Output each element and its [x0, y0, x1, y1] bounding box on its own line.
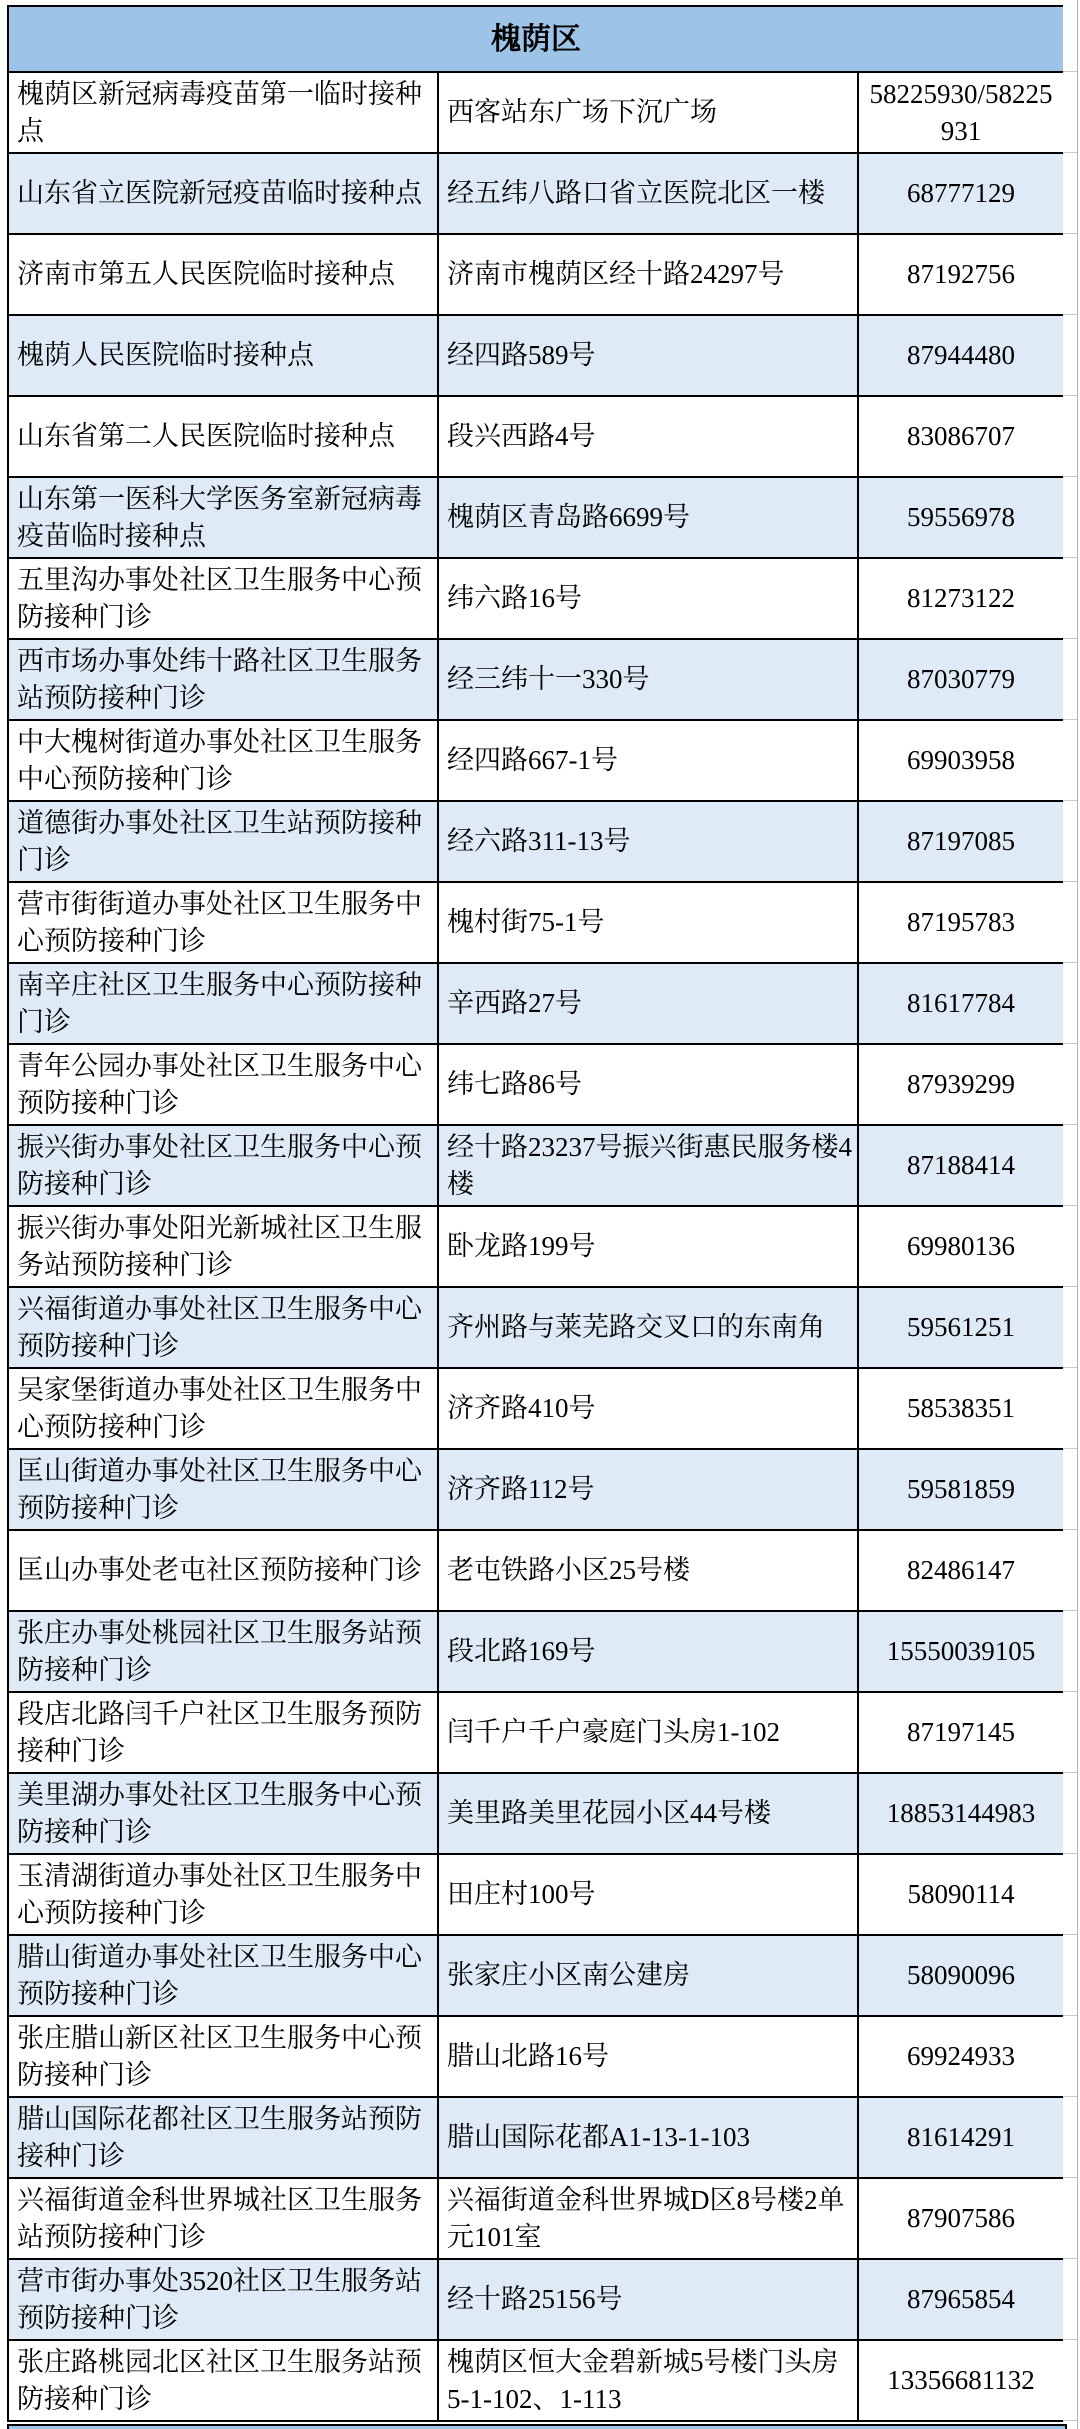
table-row [8, 315, 1064, 396]
site-name-cell: 腊山街道办事处社区卫生服务中心预防接种门诊 [8, 1935, 438, 2016]
site-name-cell: 兴福街道办事处社区卫生服务中心预防接种门诊 [8, 1287, 438, 1368]
address-cell: 田庄村100号 [438, 1854, 858, 1935]
phone-cell: 87197085 [858, 801, 1064, 882]
site-name-cell: 段店北路闫千户社区卫生服务预防接种门诊 [8, 1692, 438, 1773]
address-cell: 张家庄小区南公建房 [438, 1935, 858, 2016]
gutter-gridline [1063, 557, 1077, 558]
address-cell: 经四路589号 [438, 315, 858, 396]
address-cell: 兴福街道金科世界城D区8号楼2单元101室 [438, 2178, 858, 2259]
address-cell: 腊山国际花都A1-13-1-103 [438, 2097, 858, 2178]
address-cell: 槐荫区青岛路6699号 [438, 477, 858, 558]
gutter-gridline [1063, 881, 1077, 882]
site-name-cell: 中大槐树街道办事处社区卫生服务中心预防接种门诊 [8, 720, 438, 801]
gutter-gridline [1063, 719, 1077, 720]
table-row [8, 234, 1064, 315]
gutter-gridline [1063, 395, 1077, 396]
address-cell: 纬六路16号 [438, 558, 858, 639]
site-name-cell: 营市街办事处3520社区卫生服务站预防接种门诊 [8, 2259, 438, 2340]
site-name-cell: 玉清湖街道办事处社区卫生服务中心预防接种门诊 [8, 1854, 438, 1935]
phone-cell: 81614291 [858, 2097, 1064, 2178]
phone-cell: 15550039105 [858, 1611, 1064, 1692]
gutter-gridline [1063, 1529, 1077, 1530]
phone-cell: 59556978 [858, 477, 1064, 558]
phone-cell: 59581859 [858, 1449, 1064, 1530]
district-header-row [8, 6, 1064, 72]
phone-cell: 87188414 [858, 1125, 1064, 1206]
vaccination-sites-table [7, 5, 1065, 2422]
site-name-cell: 西市场办事处纬十路社区卫生服务站预防接种门诊 [8, 639, 438, 720]
table-row [8, 1692, 1064, 1773]
site-name-cell: 槐荫区新冠病毒疫苗第一临时接种点 [8, 72, 438, 153]
table-row [8, 1206, 1064, 1287]
table-row [8, 1125, 1064, 1206]
phone-cell: 59561251 [858, 1287, 1064, 1368]
gutter-gridline [1063, 1205, 1077, 1206]
table-row [8, 1935, 1064, 2016]
phone-cell: 82486147 [858, 1530, 1064, 1611]
table-row [8, 1044, 1064, 1125]
site-name-cell: 山东第一医科大学医务室新冠病毒疫苗临时接种点 [8, 477, 438, 558]
address-cell: 老屯铁路小区25号楼 [438, 1530, 858, 1611]
address-cell: 槐荫区恒大金碧新城5号楼门头房5-1-102、1-113 [438, 2340, 858, 2421]
phone-cell: 87195783 [858, 882, 1064, 963]
gutter-gridline [1063, 314, 1077, 315]
gutter-gridline [1063, 152, 1077, 153]
address-cell: 美里路美里花园小区44号楼 [438, 1773, 858, 1854]
gutter-gridline [1063, 2096, 1077, 2097]
phone-cell: 13356681132 [858, 2340, 1064, 2421]
phone-cell: 87944480 [858, 315, 1064, 396]
phone-cell: 87965854 [858, 2259, 1064, 2340]
address-cell: 经十路25156号 [438, 2259, 858, 2340]
address-cell: 辛西路27号 [438, 963, 858, 1044]
site-name-cell: 道德街办事处社区卫生站预防接种门诊 [8, 801, 438, 882]
gutter-gridline [1063, 233, 1077, 234]
site-name-cell: 兴福街道金科世界城社区卫生服务站预防接种门诊 [8, 2178, 438, 2259]
gutter-gridline [1063, 1853, 1077, 1854]
table-row [8, 1611, 1064, 1692]
phone-cell: 58225930/58225931 [858, 72, 1064, 153]
table-row [8, 1854, 1064, 1935]
gutter-gridline [1063, 1772, 1077, 1773]
next-section-partial-header [7, 2424, 1067, 2429]
gutter-gridline [1063, 71, 1077, 72]
site-name-cell: 振兴街办事处社区卫生服务中心预防接种门诊 [8, 1125, 438, 1206]
phone-cell: 87197145 [858, 1692, 1064, 1773]
site-name-cell: 吴家堡街道办事处社区卫生服务中心预防接种门诊 [8, 1368, 438, 1449]
gutter-gridline [1063, 1610, 1077, 1611]
table-row [8, 2016, 1064, 2097]
address-cell: 卧龙路199号 [438, 1206, 858, 1287]
address-cell: 济齐路410号 [438, 1368, 858, 1449]
gutter-gridline [1063, 1043, 1077, 1044]
table-row [8, 720, 1064, 801]
address-cell: 纬七路86号 [438, 1044, 858, 1125]
site-name-cell: 张庄腊山新区社区卫生服务中心预防接种门诊 [8, 2016, 438, 2097]
phone-cell: 81617784 [858, 963, 1064, 1044]
table-row [8, 1368, 1064, 1449]
phone-cell: 87030779 [858, 639, 1064, 720]
right-gutter [1063, 0, 1078, 2429]
phone-cell: 58090096 [858, 1935, 1064, 2016]
phone-cell: 68777129 [858, 153, 1064, 234]
gutter-gridline [1063, 638, 1077, 639]
gutter-gridline [1063, 2015, 1077, 2016]
address-cell: 齐州路与莱芜路交叉口的东南角 [438, 1287, 858, 1368]
table-row [8, 1287, 1064, 1368]
phone-cell: 81273122 [858, 558, 1064, 639]
table-row [8, 801, 1064, 882]
site-name-cell: 山东省第二人民医院临时接种点 [8, 396, 438, 477]
table-row [8, 396, 1064, 477]
gutter-gridline [1063, 2420, 1077, 2421]
table-row [8, 1773, 1064, 1854]
address-cell: 闫千户千户豪庭门头房1-102 [438, 1692, 858, 1773]
site-name-cell: 槐荫人民医院临时接种点 [8, 315, 438, 396]
gutter-gridline [1063, 962, 1077, 963]
gutter-gridline [1063, 476, 1077, 477]
gutter-gridline [1063, 800, 1077, 801]
site-name-cell: 匡山街道办事处社区卫生服务中心预防接种门诊 [8, 1449, 438, 1530]
phone-cell: 87907586 [858, 2178, 1064, 2259]
table-row [8, 963, 1064, 1044]
address-cell: 槐村街75-1号 [438, 882, 858, 963]
gutter-gridline [1063, 1286, 1077, 1287]
table-row [8, 72, 1064, 153]
table-row [8, 882, 1064, 963]
address-cell: 经四路667-1号 [438, 720, 858, 801]
site-name-cell: 美里湖办事处社区卫生服务中心预防接种门诊 [8, 1773, 438, 1854]
site-name-cell: 南辛庄社区卫生服务中心预防接种门诊 [8, 963, 438, 1044]
gutter-gridline [1063, 1124, 1077, 1125]
site-name-cell: 山东省立医院新冠疫苗临时接种点 [8, 153, 438, 234]
site-name-cell: 腊山国际花都社区卫生服务站预防接种门诊 [8, 2097, 438, 2178]
table-row [8, 2340, 1064, 2421]
address-cell: 经十路23237号振兴街惠民服务楼4楼 [438, 1125, 858, 1206]
address-cell: 段兴西路4号 [438, 396, 858, 477]
phone-cell: 58090114 [858, 1854, 1064, 1935]
district-header: 槐荫区 [8, 6, 1064, 72]
table-row [8, 558, 1064, 639]
address-cell: 经五纬八路口省立医院北区一楼 [438, 153, 858, 234]
phone-cell: 87192756 [858, 234, 1064, 315]
phone-cell: 18853144983 [858, 1773, 1064, 1854]
table-row [8, 639, 1064, 720]
gutter-gridline [1063, 1934, 1077, 1935]
address-cell: 腊山北路16号 [438, 2016, 858, 2097]
phone-cell: 83086707 [858, 396, 1064, 477]
gutter-gridline [1063, 2177, 1077, 2178]
address-cell: 段北路169号 [438, 1611, 858, 1692]
site-name-cell: 济南市第五人民医院临时接种点 [8, 234, 438, 315]
phone-cell: 69980136 [858, 1206, 1064, 1287]
address-cell: 西客站东广场下沉广场 [438, 72, 858, 153]
table-row [8, 1530, 1064, 1611]
table-row [8, 2259, 1064, 2340]
gutter-gridline [1063, 1367, 1077, 1368]
phone-cell: 58538351 [858, 1368, 1064, 1449]
gutter-gridline [1063, 2339, 1077, 2340]
site-name-cell: 张庄路桃园北区社区卫生服务站预防接种门诊 [8, 2340, 438, 2421]
site-name-cell: 匡山办事处老屯社区预防接种门诊 [8, 1530, 438, 1611]
site-name-cell: 张庄办事处桃园社区卫生服务站预防接种门诊 [8, 1611, 438, 1692]
table-row [8, 2178, 1064, 2259]
phone-cell: 69924933 [858, 2016, 1064, 2097]
gutter-gridline [1063, 2258, 1077, 2259]
site-name-cell: 青年公园办事处社区卫生服务中心预防接种门诊 [8, 1044, 438, 1125]
phone-cell: 69903958 [858, 720, 1064, 801]
site-name-cell: 五里沟办事处社区卫生服务中心预防接种门诊 [8, 558, 438, 639]
address-cell: 济齐路112号 [438, 1449, 858, 1530]
gutter-gridline [1063, 1448, 1077, 1449]
address-cell: 经三纬十一330号 [438, 639, 858, 720]
gutter-gridline [1063, 1691, 1077, 1692]
table-row [8, 2097, 1064, 2178]
address-cell: 济南市槐荫区经十路24297号 [438, 234, 858, 315]
phone-cell: 87939299 [858, 1044, 1064, 1125]
site-name-cell: 振兴街办事处阳光新城社区卫生服务站预防接种门诊 [8, 1206, 438, 1287]
table-row [8, 153, 1064, 234]
table-row [8, 477, 1064, 558]
site-name-cell: 营市街街道办事处社区卫生服务中心预防接种门诊 [8, 882, 438, 963]
table-row [8, 1449, 1064, 1530]
address-cell: 经六路311-13号 [438, 801, 858, 882]
